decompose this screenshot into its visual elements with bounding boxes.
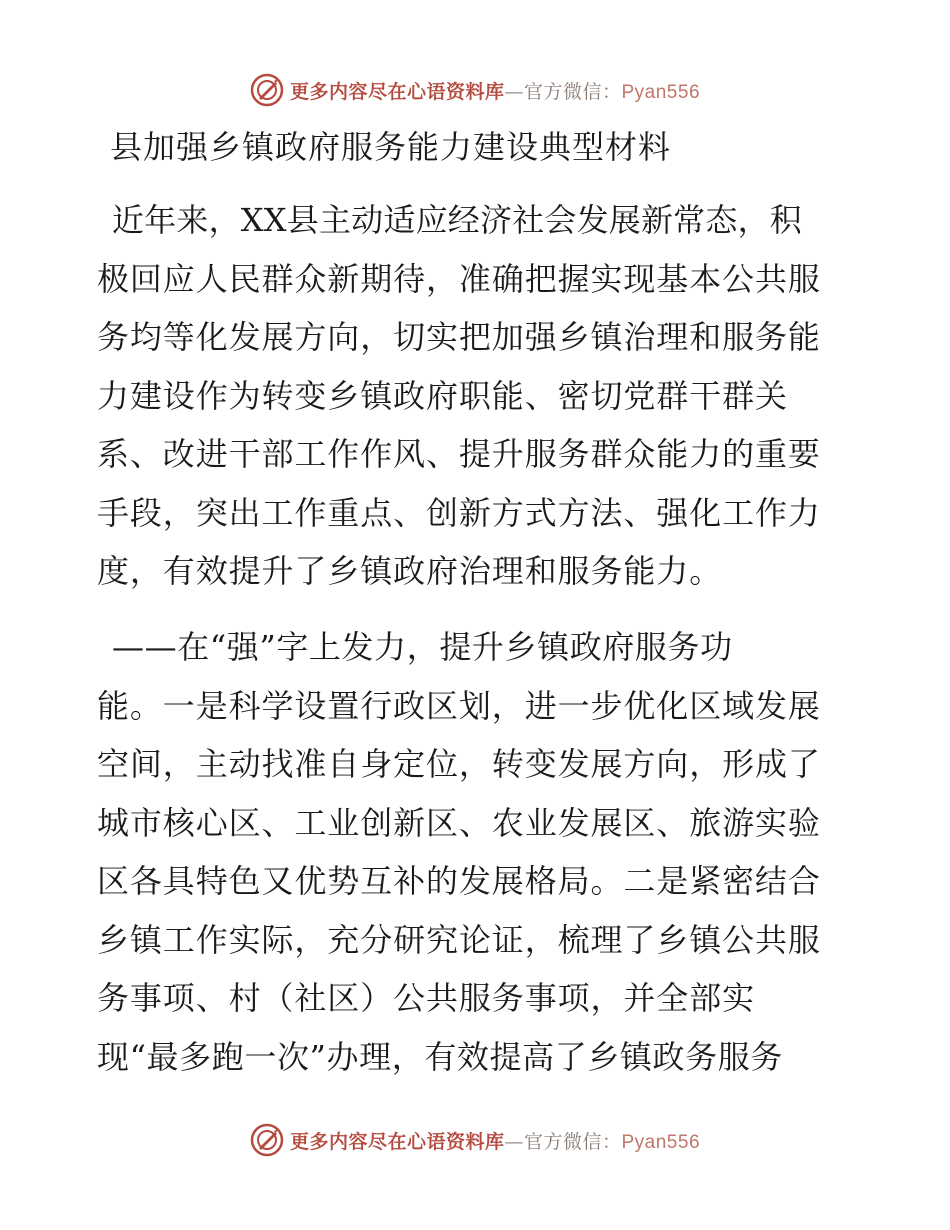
text-line: 区各具特色又优势互补的发展格局。二是紧密结合 xyxy=(97,862,821,900)
text-line: 力建设作为转变乡镇政府职能、密切党群干群关 xyxy=(97,377,788,415)
text-line: 系、改进干部工作作风、提升服务群众能力的重要 xyxy=(97,435,821,473)
text-line: 现“最多跑一次”办理，有效提高了乡镇政务服务 xyxy=(97,1038,783,1076)
text-line: 乡镇工作实际，充分研究论证，梳理了乡镇公共服 xyxy=(97,921,821,959)
footer-watermark xyxy=(0,1120,950,1160)
text-line: 手段，突出工作重点、创新方式方法、强化工作力 xyxy=(97,494,821,532)
brand-logo-icon xyxy=(250,1123,284,1157)
watermark-brand: 更多内容尽在心语资料库 xyxy=(289,80,505,103)
text-line: 能。一是科学设置行政区划，进一步优化区域发展 xyxy=(97,687,821,725)
watermark-wechat-id: Pyan556 xyxy=(621,81,701,103)
watermark-separator: — xyxy=(504,1130,524,1153)
watermark-text xyxy=(290,1127,700,1154)
text-line: 空间，主动找准自身定位，转变发展方向，形成了 xyxy=(97,745,821,783)
watermark-brand: 更多内容尽在心语资料库 xyxy=(289,1130,505,1153)
text-line: 城市核心区、工业创新区、农业发展区、旅游实验 xyxy=(97,804,821,842)
brand-logo-icon xyxy=(250,73,284,107)
watermark-wechat-label: 官方微信： xyxy=(523,80,622,103)
text-line: 务均等化发展方向，切实把加强乡镇治理和服务能 xyxy=(97,318,821,356)
document-title: 县加强乡镇政府服务能力建设典型材料 xyxy=(110,128,672,166)
text-line: 务事项、村（社区）公共服务事项，并全部实 xyxy=(97,979,756,1017)
text-line: 度，有效提升了乡镇政府治理和服务能力。 xyxy=(97,552,723,590)
watermark-wechat-label: 官方微信： xyxy=(523,1130,622,1153)
text-line: 极回应人民群众新期待，准确把握实现基本公共服 xyxy=(97,260,821,298)
watermark-separator: — xyxy=(504,80,524,103)
watermark-text xyxy=(290,77,700,104)
text-line: 近年来，XX县主动适应经济社会发展新常态，积 xyxy=(112,201,802,239)
watermark-wechat-id: Pyan556 xyxy=(621,1131,701,1153)
text-line: ——在“强”字上发力，提升乡镇政府服务功 xyxy=(112,628,733,666)
header-watermark xyxy=(0,70,950,110)
